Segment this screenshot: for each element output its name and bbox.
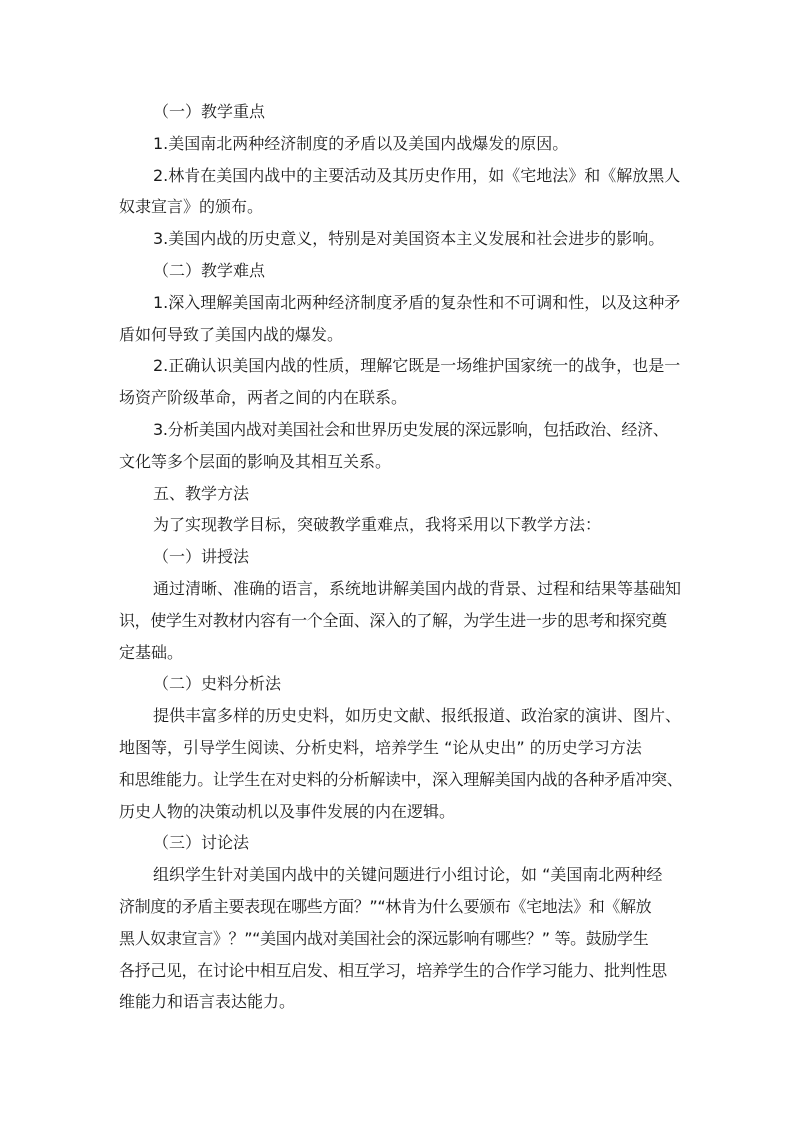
subsection-heading-lecture: （一）讲授法 [153,547,250,567]
paragraph-line: 1.美国南北两种经济制度的矛盾以及美国内战爆发的原因。 [153,133,569,153]
paragraph-line: 和思维能力。让学生在对史料的分析解读中，深入理解美国内战的各种矛盾冲突、 [119,769,683,789]
paragraph-line: 地图等，引导学生阅读、分析史料，培养学生 “论从史出” 的历史学习方法 [119,737,642,757]
section-heading-teaching-difficulty: （二）教学难点 [153,260,266,280]
document-body [119,96,685,1018]
section-heading-teaching-methods: 五、教学方法 [153,483,250,503]
paragraph-line: 盾如何导致了美国内战的爆发。 [119,324,344,344]
paragraph-line: 为了实现教学目标，突破教学重难点，我将采用以下教学方法： [153,515,602,535]
paragraph-line: 3.美国内战的历史意义，特别是对美国资本主义发展和社会进步的影响。 [153,229,665,249]
paragraph-line: 各抒己见，在讨论中相互启发、相互学习，培养学生的合作学习能力、批判性思 [119,960,667,980]
paragraph-line: 定基础。 [119,642,184,662]
paragraph-line: 识，使学生对教材内容有一个全面、深入的了解，为学生进一步的思考和探究奠 [119,610,667,630]
paragraph-line: 2.正确认识美国内战的性质，理解它既是一场维护国家统一的战争，也是一 [153,356,681,376]
paragraph-line: 提供丰富多样的历史史料，如历史文献、报纸报道、政治家的演讲、图片、 [153,706,682,726]
paragraph-line: 2.林肯在美国内战中的主要活动及其历史作用，如《宅地法》和《解放黑人 [153,165,681,185]
paragraph-line: 历史人物的决策动机以及事件发展的内在逻辑。 [119,801,456,821]
subsection-heading-source-analysis: （二）史料分析法 [153,674,282,694]
subsection-heading-discussion: （三）讨论法 [153,833,250,853]
paragraph-line: 3.分析美国内战对美国社会和世界历史发展的深远影响，包括政治、经济、 [153,419,669,439]
paragraph-line: 济制度的矛盾主要表现在哪些方面？”“林肯为什么要颁布《宅地法》和《解放 [119,896,652,916]
paragraph-line: 奴隶宣言》的颁布。 [119,197,264,217]
paragraph-line: 通过清晰、准确的语言，系统地讲解美国内战的背景、过程和结果等基础知 [153,578,682,598]
paragraph-line: 组织学生针对美国内战中的关键问题进行小组讨论，如 “美国南北两种经 [153,865,663,885]
paragraph-line: 1.深入理解美国南北两种经济制度矛盾的复杂性和不可调和性，以及这种矛 [153,292,681,312]
paragraph-line: 文化等多个层面的影响及其相互关系。 [119,451,392,471]
paragraph-line: 维能力和语言表达能力。 [119,992,296,1012]
paragraph-line: 场资产阶级革命，两者之间的内在联系。 [119,388,408,408]
paragraph-line: 黑人奴隶宣言》？”“美国内战对美国社会的深远影响有哪些？” 等。鼓励学生 [119,928,649,948]
section-heading-teaching-focus: （一）教学重点 [153,102,266,121]
